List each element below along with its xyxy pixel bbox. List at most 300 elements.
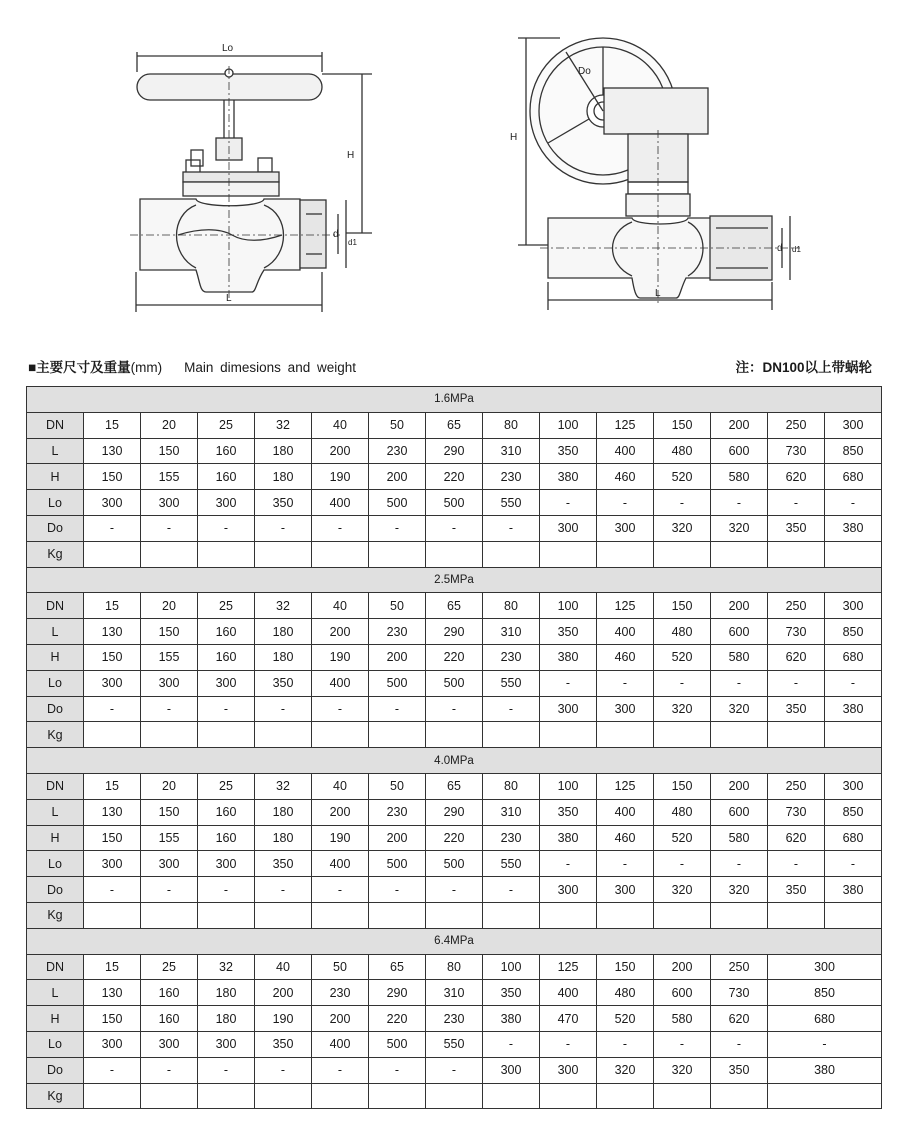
table-cell: [711, 902, 768, 928]
table-cell: 550: [483, 851, 540, 877]
table-cell: 300: [540, 1057, 597, 1083]
table-cell: 160: [198, 464, 255, 490]
table-cell: 320: [654, 877, 711, 903]
row-label: Lo: [27, 851, 84, 877]
dim-label-d1-right: d1: [792, 245, 801, 254]
table-cell: 400: [597, 799, 654, 825]
table-cell: 190: [255, 1006, 312, 1032]
table-cell: -: [768, 1031, 882, 1057]
table-cell: 150: [654, 412, 711, 438]
table-cell: [369, 902, 426, 928]
table-cell: 500: [369, 490, 426, 516]
table-cell: 180: [198, 1006, 255, 1032]
table-cell: 180: [255, 464, 312, 490]
table-cell: 25: [198, 412, 255, 438]
table-row: [27, 954, 882, 980]
table-cell: -: [369, 515, 426, 541]
table-cell: 500: [369, 851, 426, 877]
table-cell: 300: [597, 877, 654, 903]
table-cell: 150: [654, 593, 711, 619]
table-cell: 550: [426, 1031, 483, 1057]
table-cell: [141, 1083, 198, 1109]
table-cell: [597, 902, 654, 928]
table-cell: 160: [198, 438, 255, 464]
table-cell: [198, 541, 255, 567]
caption-unit: (mm): [130, 360, 163, 375]
table-cell: [825, 722, 882, 748]
table-cell: -: [198, 696, 255, 722]
table-cell: 520: [654, 825, 711, 851]
table-cell: [84, 722, 141, 748]
valve-drawings: [0, 0, 908, 350]
table-cell: 350: [255, 490, 312, 516]
table-cell: 600: [654, 980, 711, 1006]
table-cell: 150: [84, 1006, 141, 1032]
table-row: [27, 902, 882, 928]
table-cell: 580: [711, 644, 768, 670]
table-cell: 230: [426, 1006, 483, 1032]
table-row: [27, 670, 882, 696]
table-cell: 500: [426, 490, 483, 516]
table-cell: 20: [141, 773, 198, 799]
table-row: [27, 1057, 882, 1083]
table-cell: 125: [597, 412, 654, 438]
table-cell: [84, 541, 141, 567]
table-cell: 160: [141, 1006, 198, 1032]
table-cell: 480: [597, 980, 654, 1006]
table-cell: 100: [540, 773, 597, 799]
table-cell: 300: [141, 1031, 198, 1057]
row-label: Lo: [27, 670, 84, 696]
table-cell: 350: [255, 1031, 312, 1057]
table-cell: [768, 902, 825, 928]
table-cell: 130: [84, 438, 141, 464]
table-cell: -: [711, 490, 768, 516]
table-cell: 350: [768, 515, 825, 541]
table-cell: [711, 1083, 768, 1109]
table-cell: 125: [597, 773, 654, 799]
table-cell: 350: [540, 799, 597, 825]
table-cell: 400: [597, 438, 654, 464]
table-cell: 65: [426, 773, 483, 799]
table-cell: -: [768, 490, 825, 516]
table-cell: 150: [141, 438, 198, 464]
table-cell: 300: [540, 877, 597, 903]
table-cell: 310: [483, 799, 540, 825]
table-cell: 250: [768, 412, 825, 438]
table-cell: 350: [255, 670, 312, 696]
table-cell: -: [312, 877, 369, 903]
table-cell: -: [141, 696, 198, 722]
table-cell: 230: [369, 799, 426, 825]
table-cell: 300: [825, 773, 882, 799]
table-cell: 380: [540, 644, 597, 670]
table-cell: [654, 722, 711, 748]
table-cell: 850: [768, 980, 882, 1006]
table-caption: [28, 358, 880, 378]
table-cell: -: [84, 1057, 141, 1083]
table-cell: 50: [369, 412, 426, 438]
table-cell: [198, 902, 255, 928]
table-cell: 310: [426, 980, 483, 1006]
row-label: H: [27, 1006, 84, 1032]
worm-gear-valve-drawing: [518, 38, 800, 310]
table-cell: -: [369, 877, 426, 903]
table-cell: 100: [483, 954, 540, 980]
table-cell: 200: [312, 438, 369, 464]
table-cell: 250: [768, 593, 825, 619]
row-label: Do: [27, 515, 84, 541]
pressure-row: [27, 928, 882, 954]
table-cell: -: [654, 670, 711, 696]
table-cell: 380: [825, 515, 882, 541]
table-cell: 200: [369, 464, 426, 490]
table-cell: 310: [483, 619, 540, 645]
table-cell: [768, 541, 825, 567]
dim-label-l-left: L: [226, 293, 232, 304]
dim-label-h-right: H: [510, 132, 518, 143]
table-cell: -: [426, 696, 483, 722]
table-cell: 580: [711, 825, 768, 851]
table-cell: 290: [426, 799, 483, 825]
table-cell: 25: [141, 954, 198, 980]
table-cell: 300: [141, 670, 198, 696]
table-cell: [540, 1083, 597, 1109]
table-cell: [768, 722, 825, 748]
table-cell: 350: [255, 851, 312, 877]
table-cell: 200: [654, 954, 711, 980]
table-cell: 300: [84, 851, 141, 877]
table-cell: 150: [141, 619, 198, 645]
table-cell: 155: [141, 825, 198, 851]
table-cell: -: [369, 1057, 426, 1083]
table-cell: 40: [312, 773, 369, 799]
table-cell: 380: [768, 1057, 882, 1083]
table-cell: -: [711, 1031, 768, 1057]
table-cell: [312, 1083, 369, 1109]
table-cell: 680: [825, 464, 882, 490]
table-cell: -: [483, 515, 540, 541]
pressure-label: 4.0MPa: [27, 748, 882, 774]
row-label: Do: [27, 877, 84, 903]
table-cell: [654, 902, 711, 928]
table-cell: -: [825, 670, 882, 696]
table-cell: 400: [312, 490, 369, 516]
table-cell: 320: [654, 1057, 711, 1083]
table-cell: 300: [84, 1031, 141, 1057]
table-row: [27, 438, 882, 464]
pressure-row: [27, 567, 882, 593]
table-cell: 300: [825, 593, 882, 619]
table-cell: 230: [369, 438, 426, 464]
handwheel-valve-drawing: [130, 52, 372, 312]
table-cell: -: [540, 490, 597, 516]
table-cell: -: [141, 1057, 198, 1083]
table-cell: -: [540, 670, 597, 696]
table-cell: 320: [711, 696, 768, 722]
table-cell: 200: [255, 980, 312, 1006]
table-cell: 150: [597, 954, 654, 980]
table-cell: 180: [255, 438, 312, 464]
table-cell: 15: [84, 954, 141, 980]
table-cell: -: [369, 696, 426, 722]
table-cell: 180: [255, 644, 312, 670]
table-cell: -: [597, 670, 654, 696]
table-cell: 80: [483, 773, 540, 799]
table-cell: [426, 541, 483, 567]
table-row: [27, 1006, 882, 1032]
table-cell: 320: [654, 515, 711, 541]
table-cell: [141, 722, 198, 748]
table-cell: 730: [768, 799, 825, 825]
table-cell: [825, 902, 882, 928]
table-cell: 25: [198, 593, 255, 619]
table-cell: 230: [483, 825, 540, 851]
table-cell: -: [597, 1031, 654, 1057]
table-cell: 32: [255, 412, 312, 438]
table-cell: 600: [711, 799, 768, 825]
table-cell: -: [255, 515, 312, 541]
table-cell: [84, 1083, 141, 1109]
table-cell: 480: [654, 619, 711, 645]
table-cell: 250: [711, 954, 768, 980]
table-cell: 160: [141, 980, 198, 1006]
table-cell: 480: [654, 438, 711, 464]
row-label: Kg: [27, 1083, 84, 1109]
table-cell: 180: [198, 980, 255, 1006]
table-cell: 190: [312, 644, 369, 670]
table-cell: 290: [369, 980, 426, 1006]
table-cell: [312, 541, 369, 567]
table-cell: -: [483, 877, 540, 903]
table-cell: [711, 541, 768, 567]
table-cell: 40: [312, 412, 369, 438]
table-row: [27, 1083, 882, 1109]
table-row: [27, 464, 882, 490]
table-row: [27, 593, 882, 619]
table-cell: 620: [768, 644, 825, 670]
table-cell: 150: [141, 799, 198, 825]
dim-label-h-left: H: [347, 150, 355, 161]
pressure-label: 2.5MPa: [27, 567, 882, 593]
table-cell: -: [825, 490, 882, 516]
table-cell: 32: [255, 773, 312, 799]
row-label: L: [27, 619, 84, 645]
table-cell: [312, 902, 369, 928]
table-row: [27, 825, 882, 851]
table-cell: 400: [312, 1031, 369, 1057]
table-cell: 200: [369, 825, 426, 851]
table-cell: 125: [597, 593, 654, 619]
table-row: [27, 1031, 882, 1057]
dim-label-do: Do: [578, 66, 591, 77]
table-cell: 32: [255, 593, 312, 619]
table-cell: -: [84, 877, 141, 903]
row-label: DN: [27, 412, 84, 438]
table-row: [27, 619, 882, 645]
table-cell: -: [654, 1031, 711, 1057]
table-cell: 550: [483, 490, 540, 516]
table-cell: 730: [768, 438, 825, 464]
table-cell: -: [768, 851, 825, 877]
table-cell: 20: [141, 593, 198, 619]
table-cell: 200: [711, 593, 768, 619]
table-cell: 550: [483, 670, 540, 696]
table-cell: -: [654, 490, 711, 516]
row-label: Lo: [27, 490, 84, 516]
table-cell: [540, 902, 597, 928]
dim-label-d-right: d: [777, 243, 783, 254]
table-cell: 380: [825, 877, 882, 903]
table-cell: -: [312, 515, 369, 541]
table-cell: [540, 722, 597, 748]
table-cell: -: [825, 851, 882, 877]
row-label: L: [27, 438, 84, 464]
table-cell: 520: [597, 1006, 654, 1032]
table-cell: 350: [540, 438, 597, 464]
table-cell: [483, 722, 540, 748]
table-cell: 80: [483, 593, 540, 619]
table-cell: [255, 541, 312, 567]
table-cell: 730: [711, 980, 768, 1006]
table-cell: 350: [540, 619, 597, 645]
table-cell: -: [255, 877, 312, 903]
table-cell: 130: [84, 799, 141, 825]
table-cell: -: [255, 696, 312, 722]
table-cell: -: [198, 877, 255, 903]
table-cell: 300: [597, 696, 654, 722]
table-cell: -: [483, 696, 540, 722]
table-row: [27, 696, 882, 722]
table-cell: [597, 722, 654, 748]
table-cell: -: [426, 877, 483, 903]
table-row: [27, 799, 882, 825]
row-label: Do: [27, 1057, 84, 1083]
table-cell: 180: [255, 799, 312, 825]
table-cell: 160: [198, 799, 255, 825]
caption-bullet: ■: [28, 360, 37, 375]
table-cell: [426, 722, 483, 748]
table-cell: 50: [369, 593, 426, 619]
table-cell: -: [597, 490, 654, 516]
table-cell: 300: [597, 515, 654, 541]
caption-title-en: Main dimesions and weight: [184, 360, 356, 375]
table-cell: -: [84, 515, 141, 541]
table-cell: 150: [84, 464, 141, 490]
table-cell: -: [426, 1057, 483, 1083]
dim-label-lo: Lo: [222, 43, 234, 54]
table-cell: 32: [198, 954, 255, 980]
table-cell: -: [312, 696, 369, 722]
table-cell: -: [198, 1057, 255, 1083]
table-cell: 200: [312, 799, 369, 825]
table-cell: [654, 1083, 711, 1109]
table-row: [27, 773, 882, 799]
table-cell: 300: [768, 954, 882, 980]
table-cell: 150: [84, 825, 141, 851]
table-cell: 65: [426, 593, 483, 619]
table-cell: 320: [597, 1057, 654, 1083]
table-cell: 65: [369, 954, 426, 980]
table-cell: 850: [825, 799, 882, 825]
table-cell: 600: [711, 438, 768, 464]
table-cell: [312, 722, 369, 748]
table-cell: 380: [540, 464, 597, 490]
table-cell: -: [540, 1031, 597, 1057]
table-cell: 220: [369, 1006, 426, 1032]
table-cell: 620: [768, 464, 825, 490]
table-cell: 730: [768, 619, 825, 645]
table-row: [27, 541, 882, 567]
table-cell: 300: [198, 490, 255, 516]
table-cell: [825, 541, 882, 567]
table-cell: 620: [711, 1006, 768, 1032]
table-cell: 500: [426, 670, 483, 696]
table-cell: 155: [141, 464, 198, 490]
table-cell: [141, 902, 198, 928]
table-cell: [255, 722, 312, 748]
table-cell: 100: [540, 412, 597, 438]
table-cell: -: [483, 1031, 540, 1057]
pressure-row: [27, 387, 882, 413]
table-cell: 300: [540, 696, 597, 722]
table-cell: 520: [654, 464, 711, 490]
table-cell: -: [141, 515, 198, 541]
table-cell: [369, 1083, 426, 1109]
table-cell: -: [198, 515, 255, 541]
table-cell: [426, 902, 483, 928]
table-cell: 290: [426, 619, 483, 645]
table-cell: 230: [369, 619, 426, 645]
table-cell: -: [711, 670, 768, 696]
row-label: H: [27, 825, 84, 851]
table-cell: 40: [312, 593, 369, 619]
row-label: DN: [27, 954, 84, 980]
table-cell: 850: [825, 438, 882, 464]
table-cell: 350: [768, 877, 825, 903]
table-row: [27, 490, 882, 516]
pressure-label: 1.6MPa: [27, 387, 882, 413]
table-cell: 580: [654, 1006, 711, 1032]
table-cell: [84, 902, 141, 928]
table-cell: -: [312, 1057, 369, 1083]
table-cell: 200: [369, 644, 426, 670]
table-cell: 150: [84, 644, 141, 670]
table-cell: [483, 541, 540, 567]
table-row: [27, 980, 882, 1006]
table-cell: 80: [483, 412, 540, 438]
table-cell: 160: [198, 619, 255, 645]
table-cell: 460: [597, 644, 654, 670]
table-cell: [198, 1083, 255, 1109]
table-cell: 300: [198, 1031, 255, 1057]
table-cell: [768, 1083, 882, 1109]
table-cell: [540, 541, 597, 567]
table-cell: 400: [312, 670, 369, 696]
table-cell: [426, 1083, 483, 1109]
table-cell: 680: [825, 825, 882, 851]
table-cell: 380: [483, 1006, 540, 1032]
table-cell: 350: [711, 1057, 768, 1083]
table-cell: [255, 1083, 312, 1109]
table-cell: 320: [711, 515, 768, 541]
table-cell: 130: [84, 980, 141, 1006]
table-cell: 320: [711, 877, 768, 903]
table-cell: 50: [312, 954, 369, 980]
table-cell: [711, 722, 768, 748]
table-cell: 190: [312, 825, 369, 851]
table-cell: 50: [369, 773, 426, 799]
